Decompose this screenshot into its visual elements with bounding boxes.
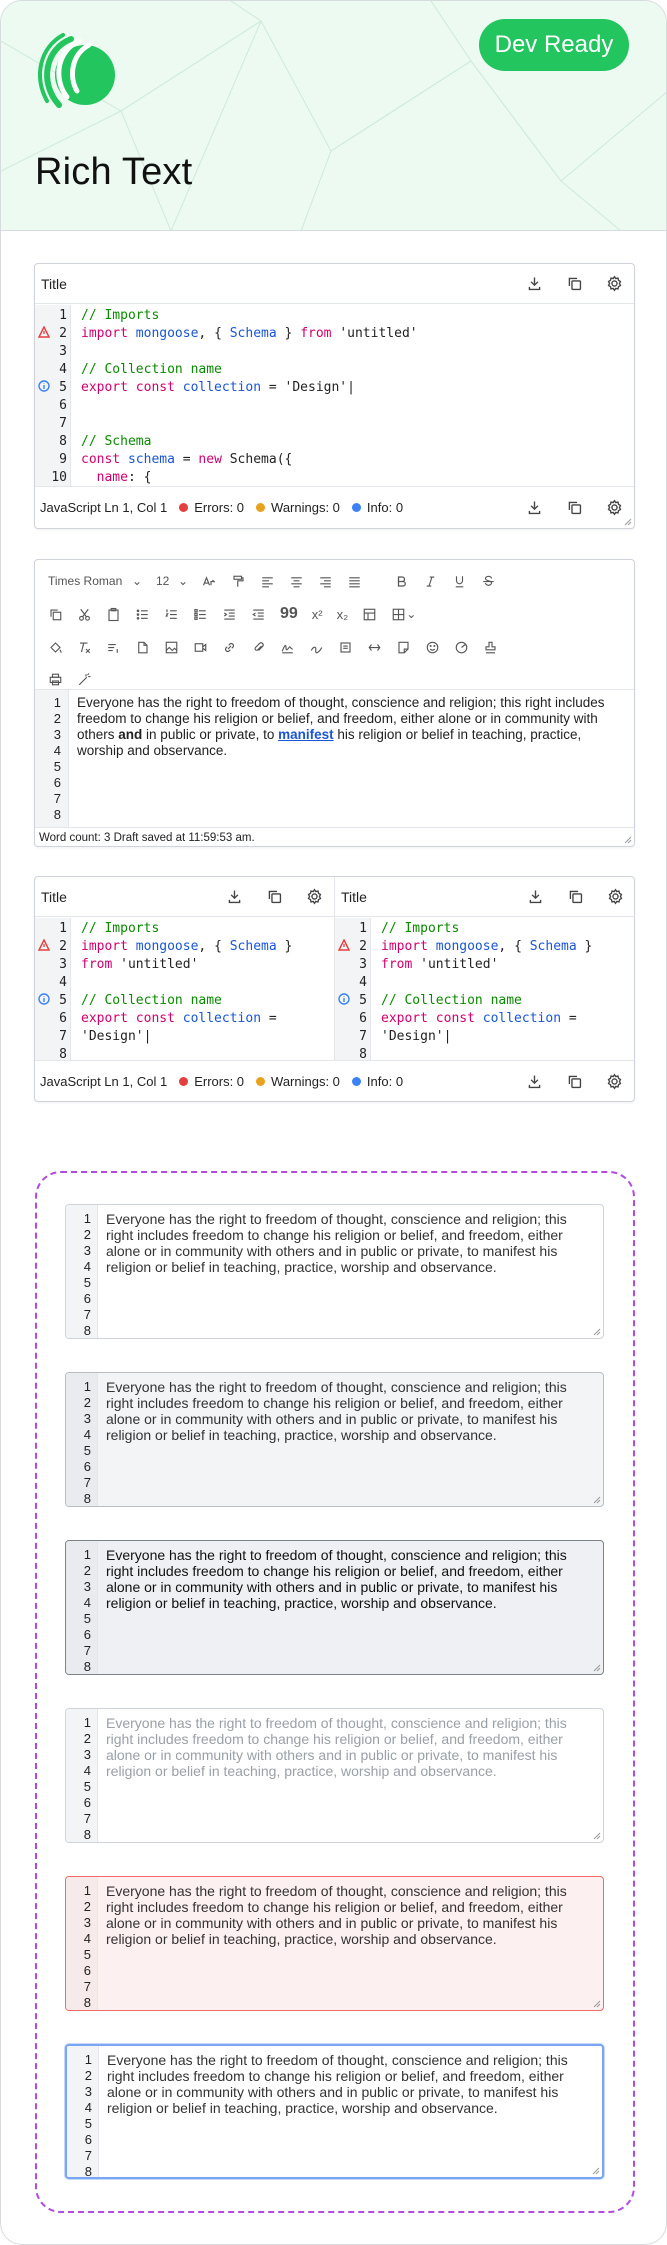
line-number: 7 [359,1029,367,1044]
code-editor-title: Title [41,888,67,905]
cursor-position: JavaScript Ln 1, Col 1 [40,500,168,515]
numbered-list-icon[interactable] [159,600,184,628]
line-number: 2 [53,711,61,726]
line-gutter [35,690,69,827]
code-line: export const collection = [381,1011,577,1026]
table-grid-select-icon[interactable]: ⌄ [386,600,421,628]
line-number: 8 [84,2164,92,2179]
toolbar-row-2 [43,598,626,630]
line-gutter [66,1877,98,2010]
status-bar [35,1060,634,1102]
line-number: 9 [59,452,67,467]
code-line: import mongoose, { Schema } from 'untitled' [81,326,418,341]
line-number: 10 [51,470,67,485]
resize-handle-icon[interactable] [591,1662,601,1672]
status-bar [35,486,634,528]
line-number: 4 [83,1427,91,1442]
emoji-icon[interactable] [420,633,445,661]
line-number: 6 [83,1291,91,1306]
code-line: import mongoose, { Schema } [81,939,293,954]
superscript-icon[interactable]: x² [311,606,323,622]
align-right-icon[interactable] [313,567,338,595]
line-number: 8 [83,1323,91,1338]
line-number: 6 [84,2132,92,2147]
line-number: 5 [359,993,367,1008]
line-number: 1 [84,2052,92,2067]
manifest-link[interactable]: manifest [278,727,334,742]
line-number: 7 [83,1475,91,1490]
code-line: import mongoose, { Schema } [381,939,593,954]
code-editor-header [35,877,334,917]
line-number: 7 [53,791,61,806]
line-number: 8 [83,1491,91,1506]
line-height-icon[interactable] [101,633,126,661]
code-editor-title: Title [341,888,367,905]
outdent-icon[interactable] [246,600,271,628]
align-center-icon[interactable] [284,567,309,595]
code-line: // Collection name [381,993,522,1008]
code-line: // Schema [81,434,152,449]
rich-text-paragraph: Everyone has the right to freedom of thought, conscience and religion; this right includes freedom to change his religion or belief, and freedom, either alone or in community with others and in public or private, to manifest his religion or belief in teaching, practice, worship and observance. [77,695,605,758]
video-icon[interactable] [188,633,213,661]
line-gutter [66,1709,98,1842]
download-icon[interactable] [514,488,554,528]
subscript-icon[interactable]: x₂ [336,606,349,622]
line-number: 2 [59,939,67,954]
textarea-filled[interactable] [65,1372,604,1507]
line-gutter [66,1541,98,1674]
code-editor [34,263,635,529]
line-number: 6 [59,398,67,413]
line-number: 2 [83,1227,91,1242]
line-number: 5 [83,1611,91,1626]
chevron-down-icon: ⌄ [131,574,142,588]
settings-icon[interactable] [594,1062,634,1102]
paste-icon[interactable] [101,600,126,628]
line-gutter [66,1205,98,1338]
line-number: 5 [83,1443,91,1458]
textarea-hover[interactable] [65,1540,604,1675]
line-number: 1 [83,1715,91,1730]
info-count: Info: 0 [352,500,403,515]
line-number: 3 [83,1915,91,1930]
line-number: 6 [359,1011,367,1026]
line-number: 7 [59,1029,67,1044]
line-number: 5 [53,759,61,774]
line-number: 1 [59,921,67,936]
resize-handle-icon[interactable] [622,516,632,526]
line-number: 1 [59,308,67,323]
code-editor-title: Title [41,275,67,292]
align-left-icon[interactable] [255,567,280,595]
line-number: 5 [59,993,67,1008]
textarea-text: Everyone has the right to freedom of thought, conscience and religion; this right includes freedom to change his religion or belief, and freedom, either alone or in community with others and in public or private, to manifest his religion or belief in teaching, practice, worship and observance. [106,1379,567,1443]
document-icon[interactable] [130,633,155,661]
download-icon[interactable] [514,264,554,304]
code-editor-header [35,264,634,304]
stamp-icon[interactable] [478,633,503,661]
code-area[interactable] [335,918,635,1060]
chevron-down-icon: ⌄ [177,574,188,588]
line-number: 3 [83,1747,91,1762]
line-number: 1 [359,921,367,936]
copy-icon[interactable] [554,488,594,528]
resize-handle-icon[interactable] [591,1830,601,1840]
align-justify-icon[interactable] [342,567,367,595]
attachment-icon[interactable] [246,633,271,661]
code-line: from 'untitled' [81,957,199,972]
bullet-list-icon[interactable] [130,600,155,628]
textarea-default[interactable] [65,1204,604,1339]
code-line: // Imports [381,921,460,936]
code-line: from 'untitled' [381,957,499,972]
line-number: 7 [59,416,67,431]
resize-handle-icon[interactable] [591,1998,601,2008]
dev-ready-badge[interactable]: Dev Ready [479,19,629,71]
toolbar-row-3 [43,631,626,663]
code-line: name: { [96,470,152,485]
resize-handle-icon[interactable] [591,1494,601,1504]
copy-icon[interactable] [554,264,594,304]
copy-icon[interactable] [554,1062,594,1102]
line-number: 8 [59,434,67,449]
line-number: 6 [83,1627,91,1642]
line-number: 4 [59,975,67,990]
line-number: 7 [83,1643,91,1658]
line-number: 6 [83,1795,91,1810]
underline-icon[interactable] [447,567,472,595]
line-number: 4 [53,743,61,758]
line-number: 5 [59,380,67,395]
brand-logo-icon [33,31,117,115]
textarea-text: Everyone has the right to freedom of thought, conscience and religion; this right includes freedom to change his religion or belief, and freedom, either alone or in community with others and in public or private, to manifest his religion or belief in teaching, practice, worship and observance. [106,1547,567,1611]
download-icon[interactable] [515,877,555,917]
code-area[interactable] [35,918,334,1060]
hero-header [1,1,667,231]
line-number: 5 [83,1779,91,1794]
line-number: 7 [83,1979,91,1994]
cut-icon[interactable] [72,600,97,628]
line-number: 1 [83,1379,91,1394]
errors-count: Errors: 0 [179,500,244,515]
clear-format-icon[interactable] [72,633,97,661]
info-count: Info: 0 [352,1074,403,1089]
indent-icon[interactable] [217,600,242,628]
line-number: 8 [83,1659,91,1674]
warnings-count: Warnings: 0 [256,1074,340,1089]
line-number: 6 [53,775,61,790]
line-number: 8 [59,1047,67,1060]
rich-text-content[interactable] [35,689,634,827]
copy-icon[interactable] [43,600,68,628]
code-line: 'Design'| [381,1029,452,1044]
line-number: 4 [84,2100,92,2115]
format-painter-icon[interactable] [226,567,251,595]
line-number: 2 [59,326,67,341]
toolbar-row-1 [43,565,626,597]
textarea-text: Everyone has the right to freedom of thought, conscience and religion; this right includes freedom to change his religion or belief, and freedom, either alone or in community with others and in public or private, to manifest his religion or belief in teaching, practice, worship and observance. [106,1883,567,1947]
font-size-select[interactable]: 12 ⌄ [156,574,188,588]
bold-icon[interactable] [389,567,414,595]
draw-icon[interactable] [304,633,329,661]
line-number: 8 [359,1047,367,1060]
line-number: 2 [83,1899,91,1914]
line-number: 4 [59,362,67,377]
signature-icon[interactable] [275,633,300,661]
download-icon[interactable] [214,877,254,917]
resize-handle-icon[interactable] [590,2165,600,2175]
line-number: 7 [83,1811,91,1826]
note-icon[interactable] [391,633,416,661]
errors-count: Errors: 0 [179,1074,244,1089]
table-icon[interactable] [357,600,382,628]
line-number: 5 [83,1947,91,1962]
line-number: 7 [84,2148,92,2163]
line-number: 3 [84,2084,92,2099]
textarea-focused[interactable] [65,2044,604,2179]
textarea-disabled [65,1708,604,1843]
code-line: // Collection name [81,993,222,1008]
code-line: export const collection = 'Design'| [81,380,355,395]
settings-icon[interactable] [594,264,634,304]
text-case-select-icon[interactable] [197,567,222,595]
line-number: 6 [59,1011,67,1026]
textarea-error[interactable] [65,1876,604,2011]
rich-text-editor [34,559,635,847]
line-number: 1 [83,1883,91,1898]
line-number: 4 [83,1259,91,1274]
line-number: 4 [359,975,367,990]
copy-icon[interactable] [555,877,595,917]
code-line: 'Design'| [81,1029,152,1044]
line-number: 3 [83,1411,91,1426]
textarea-text: Everyone has the right to freedom of thought, conscience and religion; this right includes freedom to change his religion or belief, and freedom, either alone or in community with others and in public or private, to manifest his religion or belief in teaching, practice, worship and observance. [107,2052,568,2116]
line-number: 5 [83,1275,91,1290]
line-number: 2 [83,1731,91,1746]
resize-handle-icon[interactable] [591,1326,601,1336]
fill-color-icon[interactable] [43,633,68,661]
resize-handle-icon[interactable] [622,834,632,844]
line-gutter [67,2046,99,2177]
image-icon[interactable] [159,633,184,661]
code-line: // Collection name [81,362,222,377]
textarea-text: Everyone has the right to freedom of thought, conscience and religion; this right includes freedom to change his religion or belief, and freedom, either alone or in community with others and in public or private, to manifest his religion or belief in teaching, practice, worship and observance. [106,1211,567,1275]
line-number: 6 [83,1963,91,1978]
line-number: 1 [83,1211,91,1226]
code-line: // Imports [81,921,160,936]
copy-icon[interactable] [254,877,294,917]
line-number: 1 [83,1547,91,1562]
code-editor-header [335,877,635,917]
cursor-position: JavaScript Ln 1, Col 1 [40,1074,168,1089]
line-number: 2 [83,1563,91,1578]
page-title: Rich Text [35,151,193,193]
line-number: 3 [59,957,67,972]
page-break-icon[interactable] [362,633,387,661]
line-number: 2 [84,2068,92,2083]
line-number: 7 [83,1307,91,1322]
line-number: 4 [83,1931,91,1946]
line-number: 5 [84,2116,92,2131]
line-gutter [66,1373,98,1506]
line-number: 1 [53,695,61,710]
code-area[interactable] [35,305,634,486]
warnings-count: Warnings: 0 [256,500,340,515]
line-number: 6 [83,1459,91,1474]
color-picker-icon[interactable] [449,633,474,661]
line-number: 3 [83,1579,91,1594]
settings-icon[interactable] [294,877,334,917]
font-family-select[interactable]: Times Roman ⌄ [48,574,142,588]
textarea-text: Everyone has the right to freedom of thought, conscience and religion; this right includes freedom to change his religion or belief, and freedom, either alone or in community with others and in public or private, to manifest his religion or belief in teaching, practice, worship and observance. [106,1715,567,1779]
settings-icon[interactable] [595,877,635,917]
blockquote-icon[interactable]: 99 [280,605,298,622]
code-line: const schema = new Schema({ [81,452,293,467]
line-number: 3 [83,1243,91,1258]
checklist-icon[interactable] [188,600,213,628]
code-line: // Imports [81,308,160,323]
strikethrough-icon[interactable] [476,567,501,595]
rte-footer: Word count: 3 Draft saved at 11:59:53 am. [35,827,634,847]
link-icon[interactable] [217,633,242,661]
line-number: 8 [53,807,61,822]
line-number: 8 [83,1995,91,2010]
line-number: 3 [359,957,367,972]
bookmark-icon[interactable] [333,633,358,661]
line-number: 4 [83,1595,91,1610]
line-number: 4 [83,1763,91,1778]
split-code-editor [34,876,635,1102]
code-line: export const collection = [81,1011,277,1026]
italic-icon[interactable] [418,567,443,595]
line-number: 2 [83,1395,91,1410]
line-number: 3 [59,344,67,359]
line-number: 8 [83,1827,91,1842]
line-number: 3 [53,727,61,742]
line-number: 2 [359,939,367,954]
download-icon[interactable] [514,1062,554,1102]
